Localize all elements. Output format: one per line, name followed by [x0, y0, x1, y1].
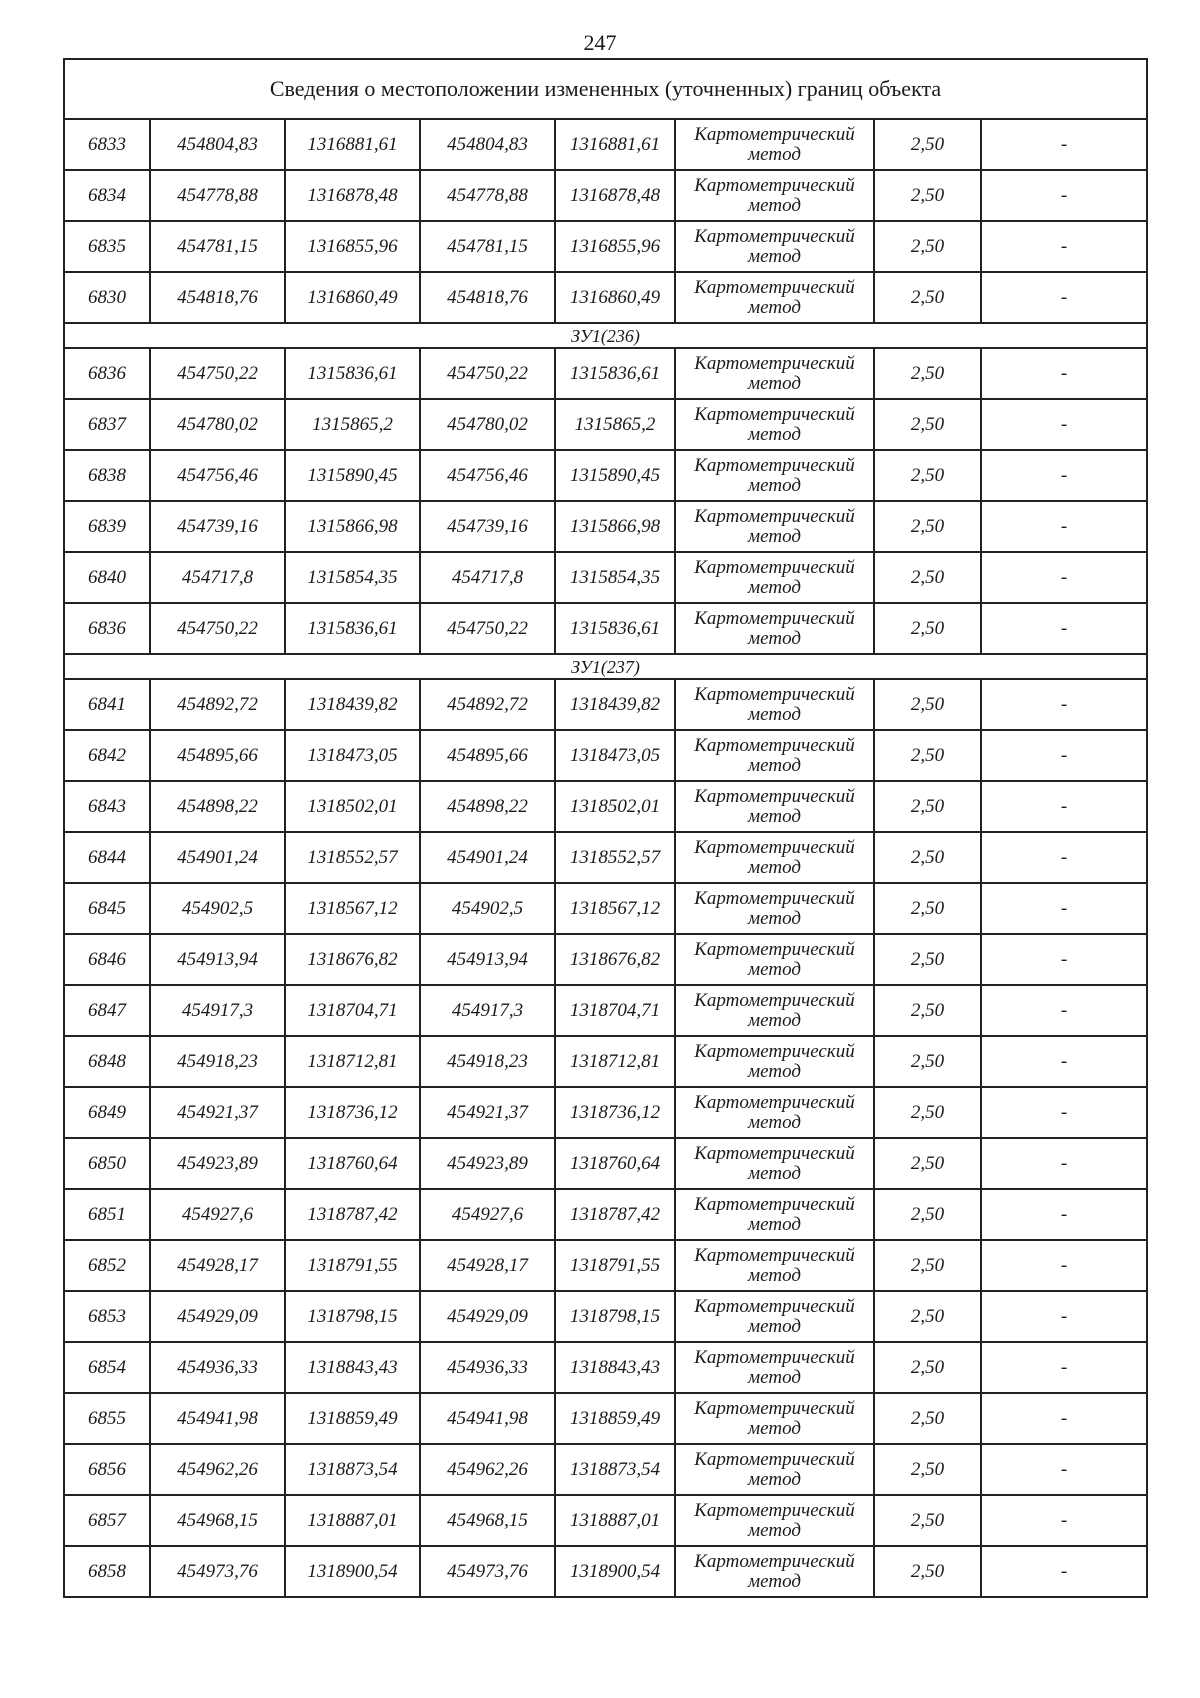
- existing-y-cell: 1316878,48: [285, 170, 420, 221]
- note-cell: -: [981, 1546, 1147, 1597]
- refined-y-cell: 1318887,01: [555, 1495, 675, 1546]
- accuracy-cell: 2,50: [874, 730, 981, 781]
- refined-x-cell: 454895,66: [420, 730, 555, 781]
- existing-x-cell: 454968,15: [150, 1495, 285, 1546]
- refined-x-cell: 454968,15: [420, 1495, 555, 1546]
- note-cell: -: [981, 221, 1147, 272]
- existing-x-cell: 454902,5: [150, 883, 285, 934]
- existing-y-cell: 1315854,35: [285, 552, 420, 603]
- refined-x-cell: 454780,02: [420, 399, 555, 450]
- existing-y-cell: 1318859,49: [285, 1393, 420, 1444]
- accuracy-cell: 2,50: [874, 934, 981, 985]
- refined-x-cell: 454921,37: [420, 1087, 555, 1138]
- table-row: [64, 552, 1147, 603]
- method-cell: Картометрический метод: [675, 272, 874, 323]
- refined-y-cell: 1315866,98: [555, 501, 675, 552]
- note-cell: -: [981, 1138, 1147, 1189]
- existing-y-cell: 1315890,45: [285, 450, 420, 501]
- table-row: [64, 730, 1147, 781]
- accuracy-cell: 2,50: [874, 272, 981, 323]
- accuracy-cell: 2,50: [874, 679, 981, 730]
- existing-x-cell: 454918,23: [150, 1036, 285, 1087]
- accuracy-cell: 2,50: [874, 1291, 981, 1342]
- existing-x-cell: 454739,16: [150, 501, 285, 552]
- existing-y-cell: 1316881,61: [285, 119, 420, 170]
- page-number: 247: [583, 30, 617, 55]
- point-number-cell: 6858: [64, 1546, 150, 1597]
- refined-x-cell: 454917,3: [420, 985, 555, 1036]
- refined-y-cell: 1318760,64: [555, 1138, 675, 1189]
- table-row: [64, 1444, 1147, 1495]
- point-number-cell: 6850: [64, 1138, 150, 1189]
- table-row: [64, 1138, 1147, 1189]
- point-number-cell: 6836: [64, 348, 150, 399]
- refined-y-cell: 1315890,45: [555, 450, 675, 501]
- section-row: [64, 323, 1147, 348]
- existing-y-cell: 1318873,54: [285, 1444, 420, 1495]
- accuracy-cell: 2,50: [874, 552, 981, 603]
- note-cell: -: [981, 272, 1147, 323]
- table-row: [64, 170, 1147, 221]
- boundary-table: [63, 58, 1148, 1598]
- accuracy-cell: 2,50: [874, 1546, 981, 1597]
- existing-y-cell: 1315836,61: [285, 603, 420, 654]
- note-cell: -: [981, 348, 1147, 399]
- point-number-cell: 6846: [64, 934, 150, 985]
- refined-y-cell: 1318859,49: [555, 1393, 675, 1444]
- point-number-cell: 6857: [64, 1495, 150, 1546]
- point-number-cell: 6848: [64, 1036, 150, 1087]
- existing-x-cell: 454750,22: [150, 348, 285, 399]
- point-number-cell: 6835: [64, 221, 150, 272]
- existing-x-cell: 454917,3: [150, 985, 285, 1036]
- accuracy-cell: 2,50: [874, 399, 981, 450]
- refined-y-cell: 1315836,61: [555, 603, 675, 654]
- accuracy-cell: 2,50: [874, 1240, 981, 1291]
- refined-x-cell: 454778,88: [420, 170, 555, 221]
- accuracy-cell: 2,50: [874, 170, 981, 221]
- existing-y-cell: 1318712,81: [285, 1036, 420, 1087]
- table-row: [64, 501, 1147, 552]
- refined-x-cell: 454929,09: [420, 1291, 555, 1342]
- table-body: [64, 59, 1147, 1597]
- refined-x-cell: 454936,33: [420, 1342, 555, 1393]
- accuracy-cell: 2,50: [874, 1444, 981, 1495]
- method-cell: Картометрический метод: [675, 170, 874, 221]
- note-cell: -: [981, 552, 1147, 603]
- refined-x-cell: 454781,15: [420, 221, 555, 272]
- accuracy-cell: 2,50: [874, 119, 981, 170]
- existing-x-cell: 454898,22: [150, 781, 285, 832]
- accuracy-cell: 2,50: [874, 501, 981, 552]
- table-row: [64, 1291, 1147, 1342]
- existing-y-cell: 1318704,71: [285, 985, 420, 1036]
- accuracy-cell: 2,50: [874, 883, 981, 934]
- note-cell: -: [981, 603, 1147, 654]
- refined-x-cell: 454901,24: [420, 832, 555, 883]
- refined-x-cell: 454923,89: [420, 1138, 555, 1189]
- note-cell: -: [981, 781, 1147, 832]
- note-cell: -: [981, 832, 1147, 883]
- table-title-row: [64, 59, 1147, 119]
- method-cell: Картометрический метод: [675, 883, 874, 934]
- method-cell: Картометрический метод: [675, 450, 874, 501]
- existing-x-cell: 454923,89: [150, 1138, 285, 1189]
- existing-y-cell: 1318676,82: [285, 934, 420, 985]
- existing-x-cell: 454941,98: [150, 1393, 285, 1444]
- existing-x-cell: 454913,94: [150, 934, 285, 985]
- refined-x-cell: 454750,22: [420, 348, 555, 399]
- method-cell: Картометрический метод: [675, 679, 874, 730]
- note-cell: -: [981, 730, 1147, 781]
- method-cell: Картометрический метод: [675, 552, 874, 603]
- point-number-cell: 6852: [64, 1240, 150, 1291]
- method-cell: Картометрический метод: [675, 1036, 874, 1087]
- point-number-cell: 6841: [64, 679, 150, 730]
- existing-x-cell: 454780,02: [150, 399, 285, 450]
- table-row: [64, 603, 1147, 654]
- refined-y-cell: 1318843,43: [555, 1342, 675, 1393]
- existing-y-cell: 1318473,05: [285, 730, 420, 781]
- accuracy-cell: 2,50: [874, 348, 981, 399]
- note-cell: -: [981, 501, 1147, 552]
- method-cell: Картометрический метод: [675, 501, 874, 552]
- refined-x-cell: 454902,5: [420, 883, 555, 934]
- point-number-cell: 6842: [64, 730, 150, 781]
- table-row: [64, 883, 1147, 934]
- point-number-cell: 6849: [64, 1087, 150, 1138]
- refined-y-cell: 1315865,2: [555, 399, 675, 450]
- accuracy-cell: 2,50: [874, 985, 981, 1036]
- existing-y-cell: 1318887,01: [285, 1495, 420, 1546]
- existing-y-cell: 1315836,61: [285, 348, 420, 399]
- refined-x-cell: 454717,8: [420, 552, 555, 603]
- method-cell: Картометрический метод: [675, 1240, 874, 1291]
- table-row: [64, 119, 1147, 170]
- method-cell: Картометрический метод: [675, 832, 874, 883]
- point-number-cell: 6838: [64, 450, 150, 501]
- existing-x-cell: 454818,76: [150, 272, 285, 323]
- refined-y-cell: 1318552,57: [555, 832, 675, 883]
- refined-y-cell: 1318900,54: [555, 1546, 675, 1597]
- refined-y-cell: 1318473,05: [555, 730, 675, 781]
- refined-y-cell: 1318676,82: [555, 934, 675, 985]
- method-cell: Картометрический метод: [675, 348, 874, 399]
- existing-y-cell: 1316860,49: [285, 272, 420, 323]
- refined-x-cell: 454756,46: [420, 450, 555, 501]
- existing-x-cell: 454929,09: [150, 1291, 285, 1342]
- point-number-cell: 6851: [64, 1189, 150, 1240]
- point-number-cell: 6855: [64, 1393, 150, 1444]
- refined-y-cell: 1316860,49: [555, 272, 675, 323]
- method-cell: Картометрический метод: [675, 1444, 874, 1495]
- point-number-cell: 6837: [64, 399, 150, 450]
- existing-y-cell: 1318567,12: [285, 883, 420, 934]
- refined-y-cell: 1318439,82: [555, 679, 675, 730]
- method-cell: Картометрический метод: [675, 1291, 874, 1342]
- point-number-cell: 6834: [64, 170, 150, 221]
- table-row: [64, 221, 1147, 272]
- section-label: ЗУ1(236): [64, 323, 1147, 348]
- note-cell: -: [981, 450, 1147, 501]
- point-number-cell: 6840: [64, 552, 150, 603]
- accuracy-cell: 2,50: [874, 603, 981, 654]
- accuracy-cell: 2,50: [874, 1087, 981, 1138]
- accuracy-cell: 2,50: [874, 1495, 981, 1546]
- method-cell: Картометрический метод: [675, 934, 874, 985]
- note-cell: -: [981, 1342, 1147, 1393]
- method-cell: Картометрический метод: [675, 119, 874, 170]
- method-cell: Картометрический метод: [675, 399, 874, 450]
- method-cell: Картометрический метод: [675, 221, 874, 272]
- note-cell: -: [981, 934, 1147, 985]
- refined-x-cell: 454913,94: [420, 934, 555, 985]
- refined-y-cell: 1318873,54: [555, 1444, 675, 1495]
- note-cell: -: [981, 1393, 1147, 1444]
- refined-y-cell: 1318704,71: [555, 985, 675, 1036]
- method-cell: Картометрический метод: [675, 1189, 874, 1240]
- table-title: Сведения о местоположении измененных (уточненных) границ объекта: [64, 59, 1147, 119]
- table-row: [64, 450, 1147, 501]
- refined-y-cell: 1318567,12: [555, 883, 675, 934]
- existing-x-cell: 454895,66: [150, 730, 285, 781]
- refined-x-cell: 454750,22: [420, 603, 555, 654]
- existing-x-cell: 454756,46: [150, 450, 285, 501]
- existing-x-cell: 454962,26: [150, 1444, 285, 1495]
- existing-y-cell: 1318798,15: [285, 1291, 420, 1342]
- section-row: [64, 654, 1147, 679]
- table-row: [64, 1546, 1147, 1597]
- refined-y-cell: 1316855,96: [555, 221, 675, 272]
- existing-x-cell: 454781,15: [150, 221, 285, 272]
- refined-x-cell: 454927,6: [420, 1189, 555, 1240]
- accuracy-cell: 2,50: [874, 832, 981, 883]
- existing-y-cell: 1318439,82: [285, 679, 420, 730]
- refined-y-cell: 1316878,48: [555, 170, 675, 221]
- refined-y-cell: 1315854,35: [555, 552, 675, 603]
- table-row: [64, 1087, 1147, 1138]
- existing-x-cell: 454717,8: [150, 552, 285, 603]
- note-cell: -: [981, 119, 1147, 170]
- table-row: [64, 399, 1147, 450]
- existing-x-cell: 454804,83: [150, 119, 285, 170]
- accuracy-cell: 2,50: [874, 450, 981, 501]
- note-cell: -: [981, 1495, 1147, 1546]
- existing-x-cell: 454927,6: [150, 1189, 285, 1240]
- refined-y-cell: 1316881,61: [555, 119, 675, 170]
- refined-x-cell: 454928,17: [420, 1240, 555, 1291]
- existing-x-cell: 454778,88: [150, 170, 285, 221]
- table-row: [64, 1189, 1147, 1240]
- existing-x-cell: 454921,37: [150, 1087, 285, 1138]
- table-row: [64, 348, 1147, 399]
- existing-y-cell: 1318760,64: [285, 1138, 420, 1189]
- existing-y-cell: 1318900,54: [285, 1546, 420, 1597]
- refined-x-cell: 454898,22: [420, 781, 555, 832]
- note-cell: -: [981, 1189, 1147, 1240]
- note-cell: -: [981, 1291, 1147, 1342]
- point-number-cell: 6843: [64, 781, 150, 832]
- refined-x-cell: 454962,26: [420, 1444, 555, 1495]
- method-cell: Картометрический метод: [675, 985, 874, 1036]
- existing-y-cell: 1318552,57: [285, 832, 420, 883]
- existing-y-cell: 1318791,55: [285, 1240, 420, 1291]
- accuracy-cell: 2,50: [874, 1393, 981, 1444]
- method-cell: Картометрический метод: [675, 781, 874, 832]
- table-row: [64, 832, 1147, 883]
- existing-y-cell: 1318843,43: [285, 1342, 420, 1393]
- refined-x-cell: 454973,76: [420, 1546, 555, 1597]
- table-row: [64, 679, 1147, 730]
- refined-x-cell: 454918,23: [420, 1036, 555, 1087]
- accuracy-cell: 2,50: [874, 1189, 981, 1240]
- method-cell: Картометрический метод: [675, 1393, 874, 1444]
- point-number-cell: 6839: [64, 501, 150, 552]
- refined-y-cell: 1318736,12: [555, 1087, 675, 1138]
- method-cell: Картометрический метод: [675, 1546, 874, 1597]
- section-label: ЗУ1(237): [64, 654, 1147, 679]
- accuracy-cell: 2,50: [874, 1036, 981, 1087]
- point-number-cell: 6854: [64, 1342, 150, 1393]
- accuracy-cell: 2,50: [874, 1138, 981, 1189]
- point-number-cell: 6845: [64, 883, 150, 934]
- accuracy-cell: 2,50: [874, 221, 981, 272]
- method-cell: Картометрический метод: [675, 603, 874, 654]
- note-cell: -: [981, 399, 1147, 450]
- existing-y-cell: 1318736,12: [285, 1087, 420, 1138]
- note-cell: -: [981, 883, 1147, 934]
- existing-y-cell: 1315865,2: [285, 399, 420, 450]
- point-number-cell: 6833: [64, 119, 150, 170]
- refined-y-cell: 1318798,15: [555, 1291, 675, 1342]
- point-number-cell: 6856: [64, 1444, 150, 1495]
- method-cell: Картометрический метод: [675, 1087, 874, 1138]
- table-row: [64, 1495, 1147, 1546]
- table-row: [64, 272, 1147, 323]
- point-number-cell: 6830: [64, 272, 150, 323]
- note-cell: -: [981, 170, 1147, 221]
- existing-x-cell: 454928,17: [150, 1240, 285, 1291]
- refined-x-cell: 454941,98: [420, 1393, 555, 1444]
- table-row: [64, 1240, 1147, 1291]
- existing-y-cell: 1318787,42: [285, 1189, 420, 1240]
- table-row: [64, 985, 1147, 1036]
- point-number-cell: 6836: [64, 603, 150, 654]
- point-number-cell: 6853: [64, 1291, 150, 1342]
- point-number-cell: 6847: [64, 985, 150, 1036]
- refined-y-cell: 1318502,01: [555, 781, 675, 832]
- refined-x-cell: 454739,16: [420, 501, 555, 552]
- table-row: [64, 1342, 1147, 1393]
- existing-y-cell: 1316855,96: [285, 221, 420, 272]
- existing-x-cell: 454973,76: [150, 1546, 285, 1597]
- accuracy-cell: 2,50: [874, 1342, 981, 1393]
- method-cell: Картометрический метод: [675, 1342, 874, 1393]
- point-number-cell: 6844: [64, 832, 150, 883]
- refined-x-cell: 454818,76: [420, 272, 555, 323]
- existing-x-cell: 454750,22: [150, 603, 285, 654]
- refined-x-cell: 454892,72: [420, 679, 555, 730]
- table-row: [64, 781, 1147, 832]
- existing-y-cell: 1318502,01: [285, 781, 420, 832]
- refined-x-cell: 454804,83: [420, 119, 555, 170]
- note-cell: -: [981, 1036, 1147, 1087]
- refined-y-cell: 1315836,61: [555, 348, 675, 399]
- note-cell: -: [981, 985, 1147, 1036]
- existing-y-cell: 1315866,98: [285, 501, 420, 552]
- existing-x-cell: 454936,33: [150, 1342, 285, 1393]
- method-cell: Картометрический метод: [675, 1138, 874, 1189]
- refined-y-cell: 1318712,81: [555, 1036, 675, 1087]
- accuracy-cell: 2,50: [874, 781, 981, 832]
- table-row: [64, 1036, 1147, 1087]
- existing-x-cell: 454901,24: [150, 832, 285, 883]
- table-row: [64, 1393, 1147, 1444]
- existing-x-cell: 454892,72: [150, 679, 285, 730]
- method-cell: Картометрический метод: [675, 730, 874, 781]
- table-row: [64, 934, 1147, 985]
- refined-y-cell: 1318791,55: [555, 1240, 675, 1291]
- note-cell: -: [981, 1240, 1147, 1291]
- note-cell: -: [981, 1444, 1147, 1495]
- method-cell: Картометрический метод: [675, 1495, 874, 1546]
- refined-y-cell: 1318787,42: [555, 1189, 675, 1240]
- note-cell: -: [981, 679, 1147, 730]
- note-cell: -: [981, 1087, 1147, 1138]
